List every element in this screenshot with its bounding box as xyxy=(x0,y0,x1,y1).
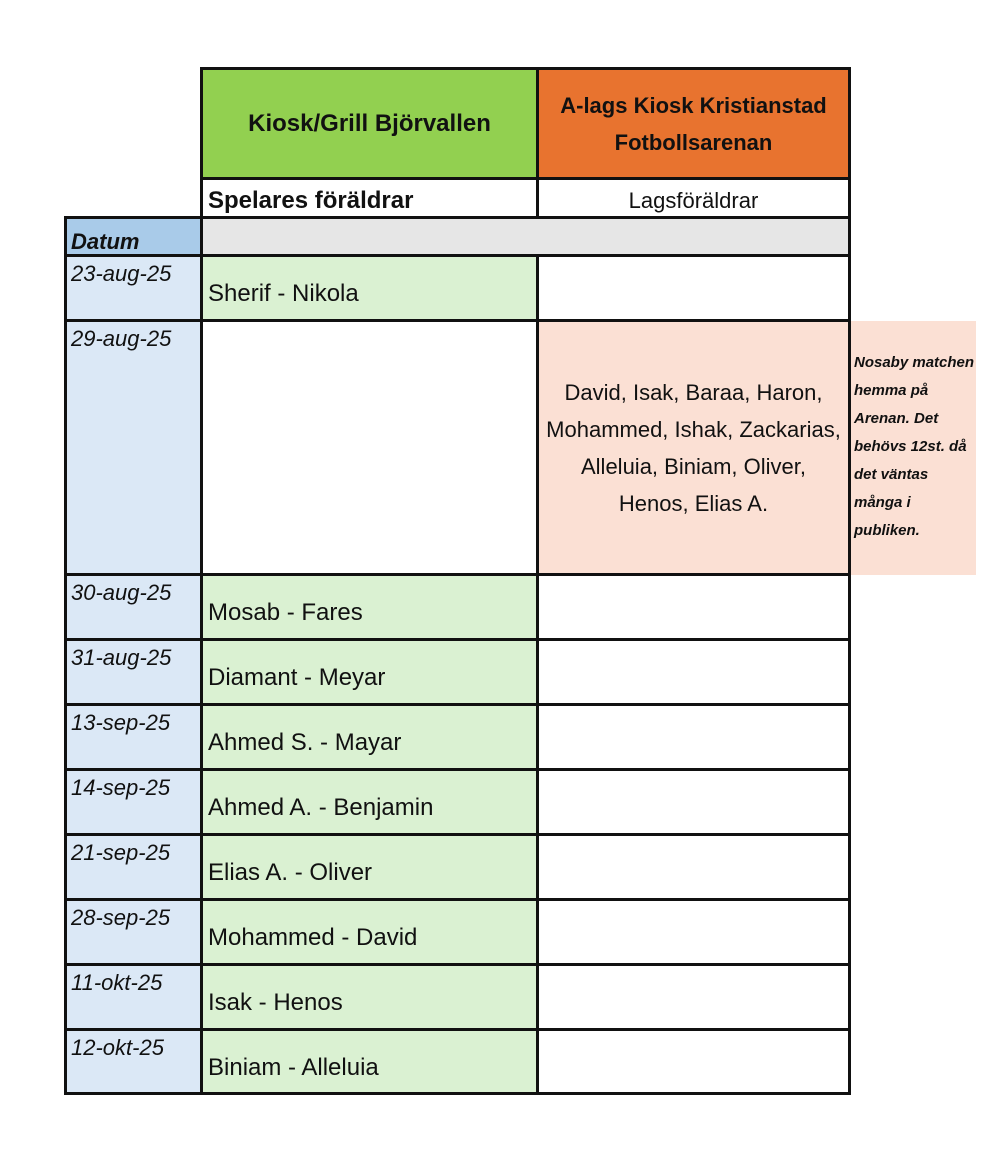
arena-cell xyxy=(536,638,851,706)
arena-cell xyxy=(536,703,851,771)
date-cell: 11-okt-25 xyxy=(64,963,203,1031)
date-cell: 23-aug-25 xyxy=(64,254,203,322)
right-subtitle: Lagsföräldrar xyxy=(536,177,851,219)
arena-cell xyxy=(536,1028,851,1095)
date-cell: 13-sep-25 xyxy=(64,703,203,771)
kiosk-cell: Diamant - Meyar xyxy=(200,638,539,706)
arena-cell xyxy=(536,768,851,836)
date-cell: 30-aug-25 xyxy=(64,573,203,641)
date-cell: 29-aug-25 xyxy=(64,319,203,576)
match-note: Nosaby matchen hemma på Arenan. Det behövs 12st. då det väntas många i publiken. xyxy=(851,321,976,575)
alag-column-title: A-lags Kiosk Kristianstad Fotbollsarenan xyxy=(560,92,827,155)
date-cell: 21-sep-25 xyxy=(64,833,203,901)
date-cell: 31-aug-25 xyxy=(64,638,203,706)
alag-column-header xyxy=(536,67,851,180)
kiosk-cell: Ahmed S. - Mayar xyxy=(200,703,539,771)
kiosk-cell: Mohammed - David xyxy=(200,898,539,966)
kiosk-cell: Isak - Henos xyxy=(200,963,539,1031)
arena-cell xyxy=(536,833,851,901)
kiosk-column-title: Kiosk/Grill Björvallen xyxy=(248,109,491,137)
arena-cell xyxy=(536,254,851,322)
kiosk-cell: Elias A. - Oliver xyxy=(200,833,539,901)
arena-cell-highlight xyxy=(536,319,851,576)
arena-cell xyxy=(536,573,851,641)
date-cell: 14-sep-25 xyxy=(64,768,203,836)
kiosk-column-header xyxy=(200,67,539,180)
date-cell: 12-okt-25 xyxy=(64,1028,203,1095)
left-subtitle: Spelares föräldrar xyxy=(200,177,539,219)
arena-cell xyxy=(536,963,851,1031)
kiosk-cell: Sherif - Nikola xyxy=(200,254,539,322)
kiosk-cell-empty xyxy=(200,319,539,576)
header-spacer-bar xyxy=(200,216,851,257)
kiosk-cell: Ahmed A. - Benjamin xyxy=(200,768,539,836)
kiosk-cell: Biniam - Alleluia xyxy=(200,1028,539,1095)
date-cell: 28-sep-25 xyxy=(64,898,203,966)
arena-parents-list: David, Isak, Baraa, Haron, Mohammed, Ishak, Zackarias, Alleluia, Biniam, Oliver, Henos, Elias A. xyxy=(546,379,841,516)
arena-cell xyxy=(536,898,851,966)
datum-header: Datum xyxy=(64,216,203,257)
kiosk-cell: Mosab - Fares xyxy=(200,573,539,641)
